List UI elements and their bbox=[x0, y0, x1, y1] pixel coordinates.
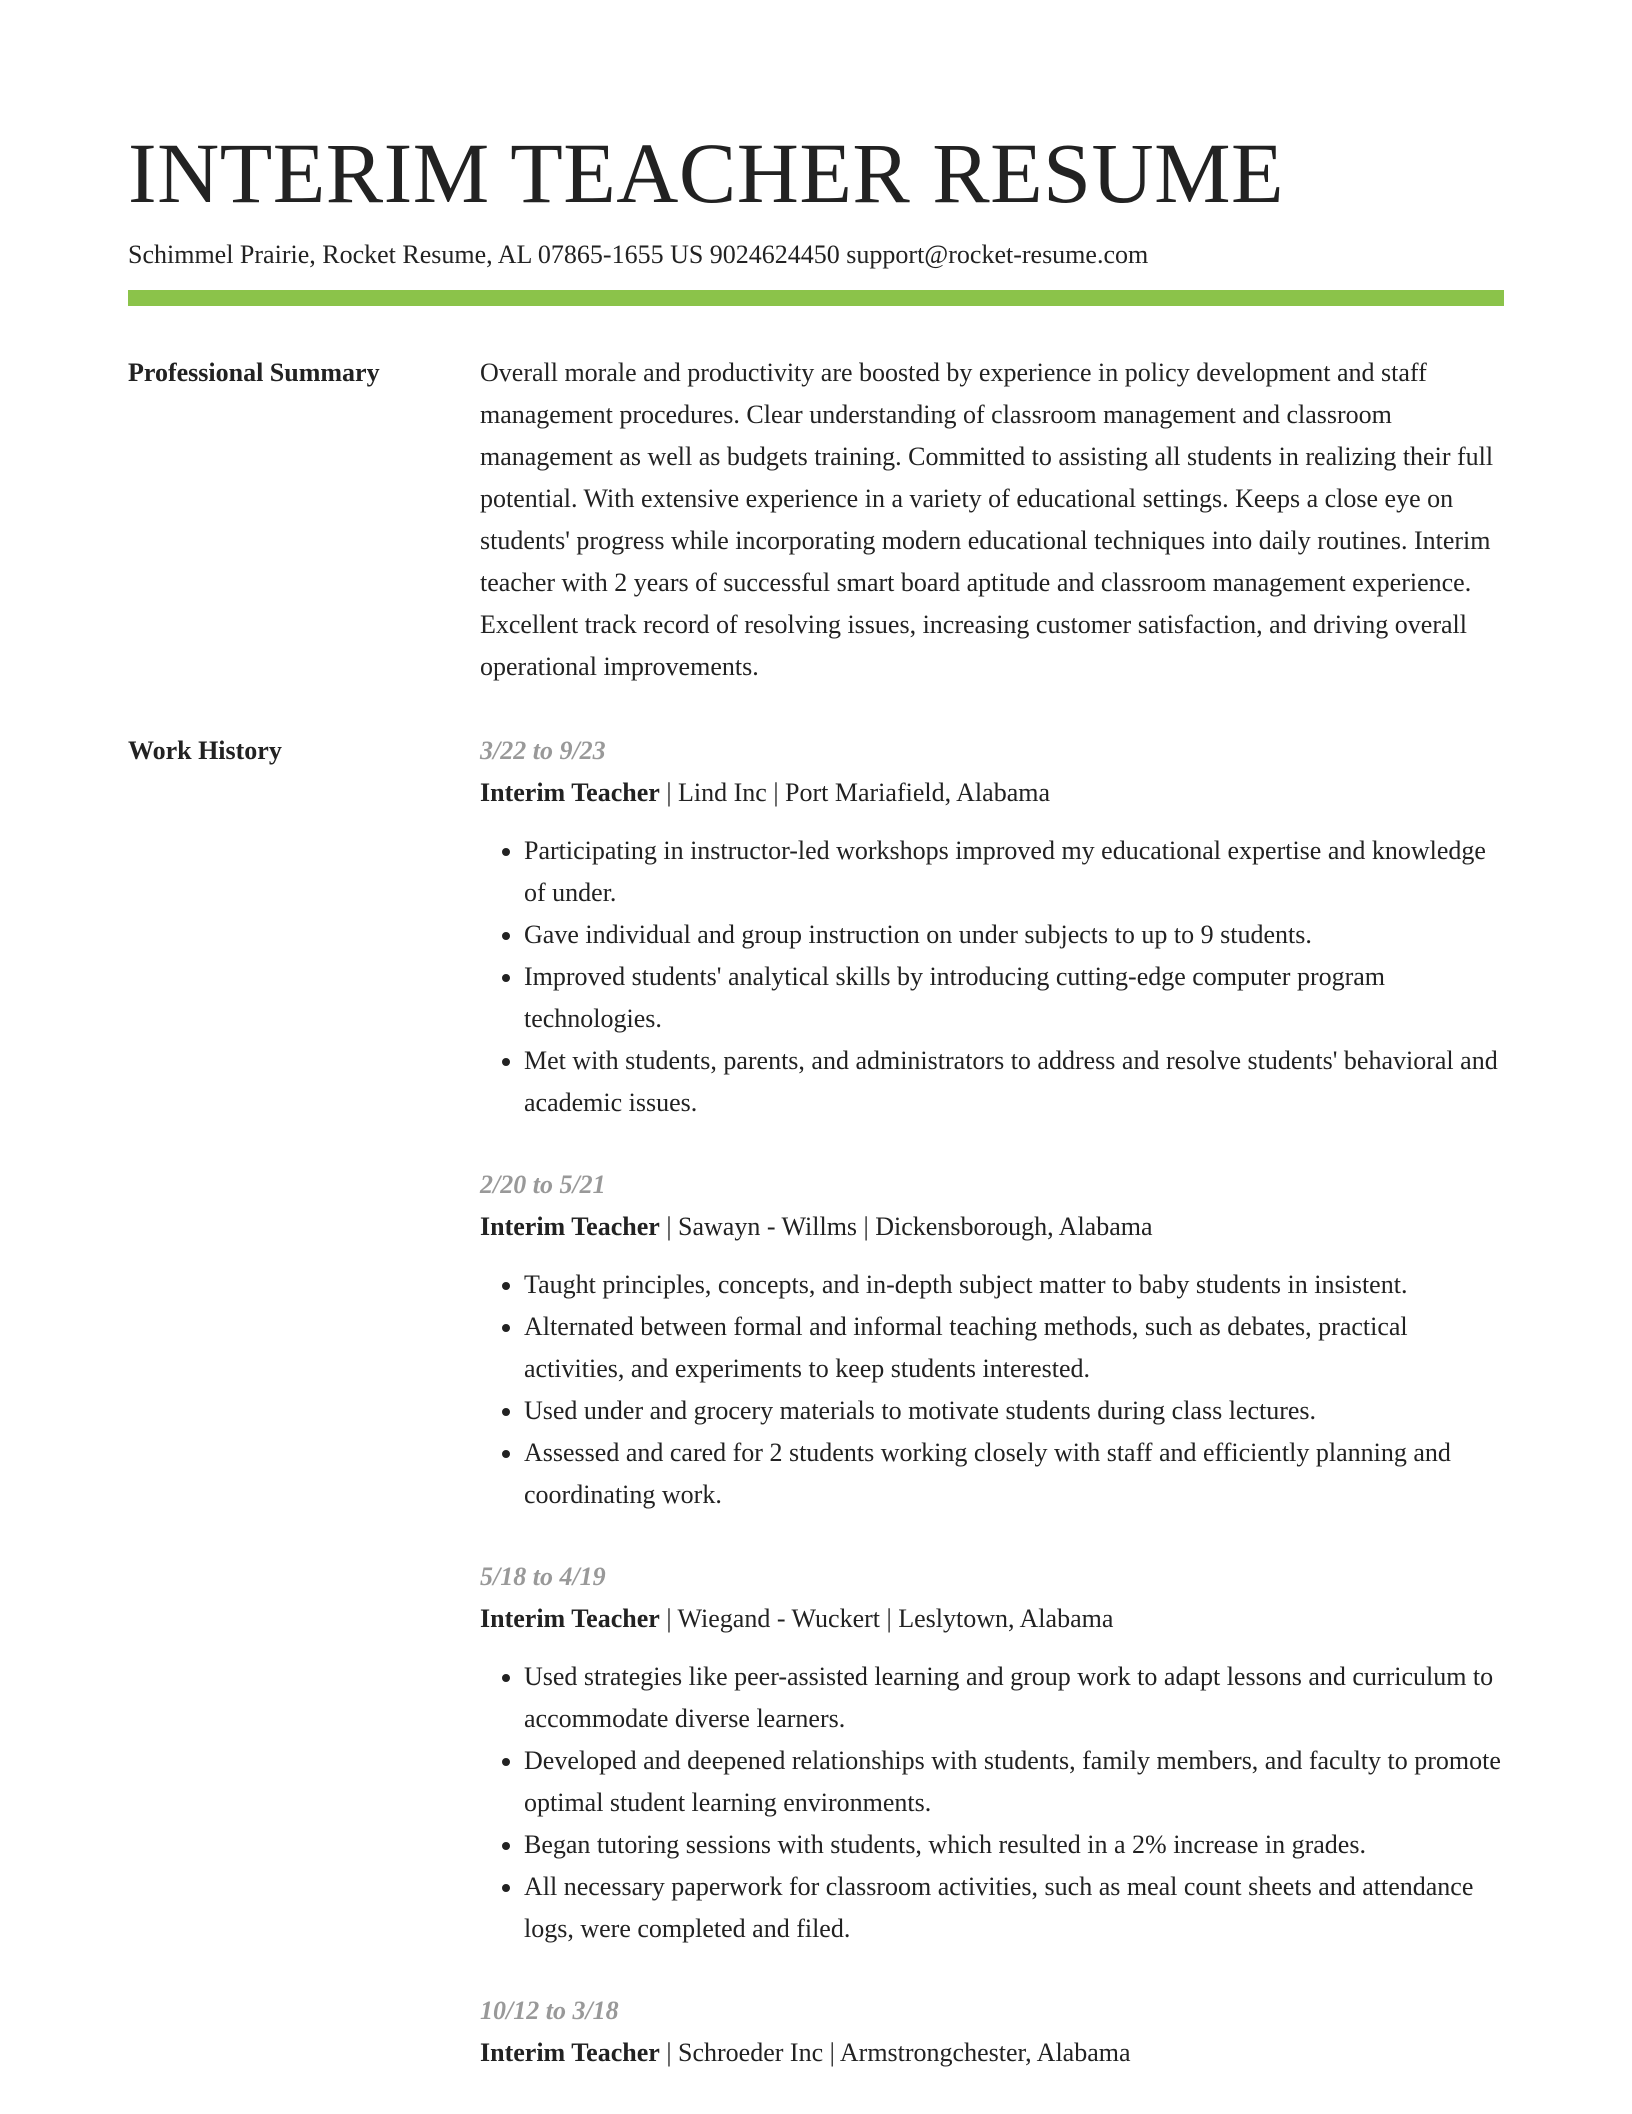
summary-content bbox=[480, 352, 1504, 688]
job-role: Interim Teacher bbox=[480, 778, 660, 807]
job-role: Interim Teacher bbox=[480, 1212, 660, 1241]
job-bullet: • Used strategies like peer-assisted learning and group work to adapt lessons and curriculum to accommodate diverse learners. bbox=[524, 1656, 1504, 1740]
job-bullet: • All necessary paperwork for classroom activities, such as meal count sheets and attendance logs, were completed and filed. bbox=[524, 1866, 1504, 1950]
work-history-section bbox=[128, 730, 1504, 2114]
job-bullet: • Met with students, parents, and administrators to address and resolve students' behavioral and academic issues. bbox=[524, 1040, 1504, 1124]
job-bullet: • Used under and grocery materials to motivate students during class lectures. bbox=[524, 1390, 1504, 1432]
resume-title: INTERIM TEACHER RESUME bbox=[128, 125, 1285, 221]
job-entry bbox=[480, 730, 1504, 1124]
summary-text: Overall morale and productivity are boosted by experience in policy development and staff management procedures. Clear understanding of classroom management and classroom management as well as budgets training. Committed to assisting all students in realizing their full potential. With extensive experience in a variety of educational settings. Keeps a close eye on students' progress while incorporating modern educational techniques into daily routines. Interim teacher with 2 years of successful smart board aptitude and classroom management experience. Excellent track record of resolving issues, increasing customer satisfaction, and driving overall operational improvements. bbox=[480, 358, 1494, 681]
job-details: | Wiegand - Wuckert | Leslytown, Alabama bbox=[659, 1604, 1114, 1633]
job-dates: 2/20 to 5/21 bbox=[480, 1170, 606, 1199]
job-title-line bbox=[480, 772, 1504, 814]
job-details: | Sawayn - Willms | Dickensborough, Alabama bbox=[659, 1212, 1153, 1241]
accent-divider bbox=[128, 290, 1504, 306]
job-bullets bbox=[480, 1656, 1504, 1950]
job-details: | Schroeder Inc | Armstrongchester, Alabama bbox=[659, 2038, 1131, 2067]
work-history-content bbox=[480, 730, 1504, 2114]
job-title-line bbox=[480, 1206, 1504, 1248]
job-role: Interim Teacher bbox=[480, 1604, 660, 1633]
job-dates: 3/22 to 9/23 bbox=[480, 736, 606, 765]
job-role: Interim Teacher bbox=[480, 2038, 660, 2067]
job-bullet: • Gave individual and group instruction on under subjects to up to 9 students. bbox=[524, 914, 1504, 956]
contact-line: Schimmel Prairie, Rocket Resume, AL 07865-1655 US 9024624450 support@rocket-resume.com bbox=[128, 240, 1149, 269]
job-dates: 10/12 to 3/18 bbox=[480, 1996, 619, 2025]
job-title-line bbox=[480, 2032, 1504, 2074]
job-dates: 5/18 to 4/19 bbox=[480, 1562, 606, 1591]
job-entry bbox=[480, 1164, 1504, 1516]
job-bullets bbox=[480, 830, 1504, 1124]
job-details: | Lind Inc | Port Mariafield, Alabama bbox=[659, 778, 1051, 807]
job-bullet: • Participating in instructor-led workshops improved my educational expertise and knowledge of under. bbox=[524, 830, 1504, 914]
resume-page bbox=[128, 0, 1504, 2114]
job-bullet: • Taught principles, concepts, and in-depth subject matter to baby students in insistent. bbox=[524, 1264, 1504, 1306]
summary-section bbox=[128, 352, 1504, 688]
job-bullet: • Improved students' analytical skills by introducing cutting-edge computer program technologies. bbox=[524, 956, 1504, 1040]
job-bullet: • Assessed and cared for 2 students working closely with staff and efficiently planning and coordinating work. bbox=[524, 1432, 1504, 1516]
summary-label: Professional Summary bbox=[128, 358, 380, 387]
job-entry bbox=[480, 1990, 1504, 2074]
job-bullet: • Developed and deepened relationships with students, family members, and faculty to promote optimal student learning environments. bbox=[524, 1740, 1504, 1824]
job-bullets bbox=[480, 1264, 1504, 1516]
job-title-line bbox=[480, 1598, 1504, 1640]
job-entry bbox=[480, 1556, 1504, 1950]
work-history-label: Work History bbox=[128, 736, 282, 765]
job-bullet: • Alternated between formal and informal teaching methods, such as debates, practical activities, and experiments to keep students interested. bbox=[524, 1306, 1504, 1390]
job-bullet: • Began tutoring sessions with students, which resulted in a 2% increase in grades. bbox=[524, 1824, 1504, 1866]
